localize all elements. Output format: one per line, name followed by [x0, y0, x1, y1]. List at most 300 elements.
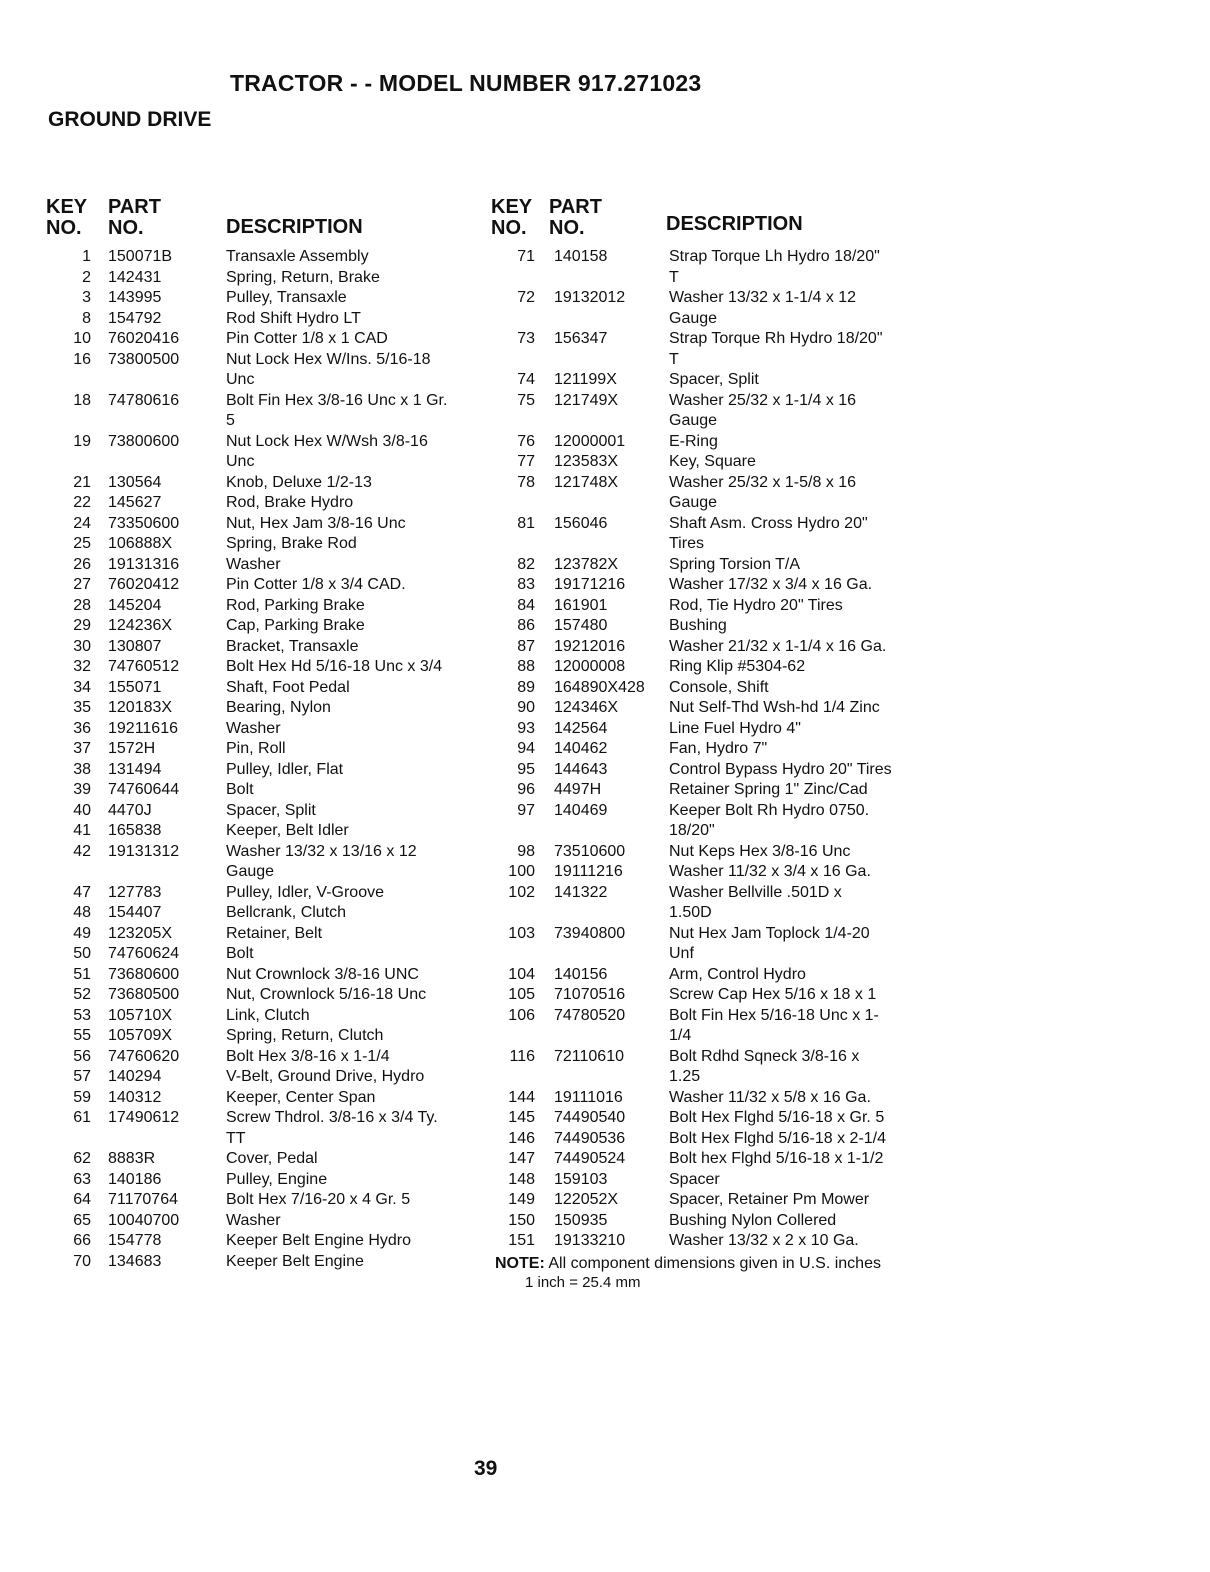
key-number: 29 [73, 617, 91, 634]
part-description: Washer Bellville .501D x 1.50D [669, 883, 842, 921]
part-description: Washer 13/32 x 2 x 10 Ga. [669, 1232, 859, 1249]
part-description: Spacer [669, 1170, 720, 1188]
part-number: 140462 [554, 740, 608, 757]
table-row [46, 883, 476, 904]
part-description: Pulley, Transaxle [226, 289, 347, 306]
part-number: 159103 [554, 1170, 608, 1188]
part-number: 19111216 [554, 863, 623, 880]
key-number: 75 [517, 391, 535, 409]
part-number: 73350600 [108, 514, 180, 532]
key-number: 89 [517, 678, 535, 696]
table-row [487, 637, 917, 658]
part-number: 155071 [108, 678, 162, 696]
table-row [46, 719, 476, 740]
part-description: Bolt Hex Flghd 5/16-18 x Gr. 5 [669, 1109, 885, 1126]
part-number: 74760644 [108, 781, 180, 798]
part-number: 142431 [108, 268, 162, 286]
table-row [487, 1190, 917, 1211]
key-number: 34 [73, 678, 91, 696]
part-number: 145204 [108, 596, 162, 614]
part-description: Keeper, Belt Idler [226, 822, 349, 839]
part-description: Retainer, Belt [226, 924, 323, 942]
key-number: 51 [73, 965, 91, 983]
part-description: Bolt [226, 945, 254, 962]
part-number: 154778 [108, 1232, 162, 1249]
part-description: Washer 25/32 x 1-5/8 x 16 Gauge [669, 473, 857, 511]
part-number: 74760512 [108, 658, 180, 675]
page-title: TRACTOR - - MODEL NUMBER 917.271023 [230, 70, 702, 96]
part-number: 156046 [554, 514, 608, 532]
table-row [487, 1088, 917, 1109]
key-number: 103 [508, 924, 535, 942]
part-description: Spacer, Split [226, 801, 316, 819]
part-number: 150935 [554, 1211, 608, 1229]
key-number: 78 [517, 473, 535, 491]
table-row [46, 1108, 476, 1149]
key-number: 96 [517, 781, 535, 798]
table-row [46, 1149, 476, 1170]
key-no-header: KEY NO. [491, 196, 533, 239]
key-number: 72 [517, 289, 535, 306]
part-description: Rod Shift Hydro LT [226, 309, 361, 327]
table-row [487, 842, 917, 863]
table-row [487, 1211, 917, 1232]
key-number: 19 [73, 432, 91, 450]
part-description: Cap, Parking Brake [226, 617, 365, 634]
table-row [487, 247, 917, 288]
key-number: 1 [82, 248, 91, 265]
part-description: Washer 13/32 x 13/16 x 12 Gauge [226, 842, 417, 880]
part-number: 157480 [554, 617, 608, 634]
key-number: 18 [73, 391, 91, 409]
part-description: Bolt [226, 781, 254, 798]
table-row [46, 391, 476, 432]
part-number: 1572H [108, 740, 156, 757]
part-number: 123205X [108, 924, 173, 942]
part-description: Washer 11/32 x 3/4 x 16 Ga. [669, 863, 871, 880]
part-description: Bolt Fin Hex 3/8-16 Unc x 1 Gr. 5 [226, 391, 448, 429]
part-description: Spacer, Retainer Pm Mower [669, 1191, 870, 1208]
part-number: 73680600 [108, 965, 180, 983]
table-row [487, 575, 917, 596]
table-row [46, 842, 476, 883]
table-row [487, 883, 917, 924]
table-row [487, 370, 917, 391]
part-description: Spacer, Split [669, 371, 759, 388]
table-row [487, 862, 917, 883]
part-description: Arm, Control Hydro [669, 965, 806, 983]
key-number: 26 [73, 555, 91, 573]
key-number: 73 [517, 330, 535, 347]
part-description: Keeper Belt Engine Hydro [226, 1232, 411, 1249]
part-number: 130807 [108, 637, 162, 655]
part-number: 140186 [108, 1170, 162, 1188]
table-row [46, 1252, 476, 1273]
part-number: 143995 [108, 289, 162, 306]
part-description: Pulley, Engine [226, 1170, 328, 1188]
description-header: DESCRIPTION [666, 213, 803, 235]
part-description: Key, Square [669, 453, 756, 470]
table-row [46, 985, 476, 1006]
table-row [46, 1211, 476, 1232]
part-description: V-Belt, Ground Drive, Hydro [226, 1068, 425, 1085]
part-description: Shaft, Foot Pedal [226, 678, 350, 696]
table-row [46, 1026, 476, 1047]
part-description: Bracket, Transaxle [226, 637, 359, 655]
key-number: 38 [73, 760, 91, 778]
key-number: 63 [73, 1170, 91, 1188]
part-number: 74490524 [554, 1150, 626, 1167]
key-number: 100 [508, 863, 535, 880]
part-description: Link, Clutch [226, 1006, 310, 1024]
key-number: 98 [517, 842, 535, 860]
part-description: Fan, Hydro 7" [669, 740, 768, 757]
table-row [46, 350, 476, 391]
part-number: 19171216 [554, 576, 626, 593]
part-number: 74780520 [554, 1006, 626, 1024]
part-number: 123583X [554, 453, 619, 470]
part-number: 134683 [108, 1252, 162, 1270]
key-number: 86 [517, 617, 535, 634]
part-description: Bushing [669, 617, 727, 634]
part-description: Strap Torque Rh Hydro 18/20" T [669, 330, 883, 368]
part-description: Bolt Hex 3/8-16 x 1-1/4 [226, 1047, 390, 1065]
key-number: 25 [73, 535, 91, 552]
key-number: 36 [73, 719, 91, 737]
part-number: 154792 [108, 309, 162, 327]
key-number: 21 [73, 473, 91, 491]
part-number: 165838 [108, 822, 162, 839]
key-number: 64 [73, 1191, 91, 1208]
part-number: 105709X [108, 1027, 173, 1044]
section-title: GROUND DRIVE [48, 108, 212, 131]
part-description: Nut Lock Hex W/Ins. 5/16-18 Unc [226, 350, 431, 388]
key-number: 148 [508, 1170, 535, 1188]
table-row [46, 903, 476, 924]
part-description: E-Ring [669, 432, 718, 450]
part-number: 144643 [554, 760, 608, 778]
part-description: Bearing, Nylon [226, 699, 331, 716]
part-number: 73800600 [108, 432, 180, 450]
part-description: Shaft Asm. Cross Hydro 20" Tires [669, 514, 868, 552]
key-number: 104 [508, 965, 535, 983]
key-number: 149 [508, 1191, 535, 1208]
part-number: 74780616 [108, 391, 180, 409]
key-number: 47 [73, 883, 91, 901]
part-description: Washer [226, 555, 281, 573]
part-description: Pulley, Idler, V-Groove [226, 883, 384, 901]
table-row [487, 1149, 917, 1170]
table-row [46, 534, 476, 555]
key-number: 27 [73, 576, 91, 593]
part-description: Bushing Nylon Collered [669, 1211, 837, 1229]
table-row [46, 760, 476, 781]
part-number: 76020416 [108, 330, 180, 347]
key-number: 52 [73, 986, 91, 1003]
part-number: 12000001 [554, 432, 626, 450]
part-description: Knob, Deluxe 1/2-13 [226, 473, 372, 491]
part-description: Nut Self-Thd Wsh-hd 1/4 Zinc [669, 699, 880, 716]
key-number: 50 [73, 945, 91, 962]
part-number: 141322 [554, 883, 608, 901]
part-number: 131494 [108, 760, 162, 778]
key-number: 3 [82, 289, 91, 306]
table-row [487, 1006, 917, 1047]
part-description: Screw Cap Hex 5/16 x 18 x 1 [669, 986, 877, 1003]
part-number: 71170764 [108, 1191, 178, 1208]
part-number: 106888X [108, 535, 173, 552]
part-description: Washer [226, 1211, 281, 1229]
table-row [487, 924, 917, 965]
part-description: Rod, Tie Hydro 20" Tires [669, 596, 843, 614]
part-description: Bellcrank, Clutch [226, 904, 347, 921]
part-number: 74760620 [108, 1047, 180, 1065]
key-number: 65 [73, 1211, 91, 1229]
part-description: Spring, Return, Clutch [226, 1027, 384, 1044]
key-number: 76 [517, 432, 535, 450]
part-description: Line Fuel Hydro 4" [669, 719, 801, 737]
key-number: 88 [517, 658, 535, 675]
key-number: 102 [508, 883, 535, 901]
table-row [487, 514, 917, 555]
key-number: 32 [73, 658, 91, 675]
key-number: 84 [517, 596, 535, 614]
parts-list-right [487, 197, 917, 1252]
table-row [487, 739, 917, 760]
key-number: 97 [517, 801, 535, 819]
table-row [487, 678, 917, 699]
key-number: 106 [508, 1006, 535, 1024]
part-number: 12000008 [554, 658, 626, 675]
key-number: 82 [517, 555, 535, 573]
key-no-header: KEY NO. [46, 196, 88, 239]
table-row [46, 555, 476, 576]
part-description: Spring Torsion T/A [669, 555, 801, 573]
column-headers [46, 197, 476, 247]
part-description: Bolt Hex Hd 5/16-18 Unc x 3/4 [226, 658, 443, 675]
key-number: 94 [517, 740, 535, 757]
table-row [46, 944, 476, 965]
table-row [487, 473, 917, 514]
part-number: 145627 [108, 494, 162, 511]
table-row [46, 514, 476, 535]
part-description: Keeper Bolt Rh Hydro 0750. 18/20" [669, 801, 870, 839]
part-description: Cover, Pedal [226, 1150, 318, 1167]
part-number: 140312 [108, 1088, 162, 1106]
part-description: Spring, Return, Brake [226, 268, 380, 286]
key-number: 116 [509, 1047, 535, 1065]
table-row [46, 493, 476, 514]
table-row [46, 698, 476, 719]
table-row [46, 657, 476, 678]
part-number: 71070516 [554, 986, 626, 1003]
part-number: 4497H [554, 781, 602, 798]
table-row [487, 1108, 917, 1129]
part-number: 73510600 [554, 842, 626, 860]
part-description: Spring, Brake Rod [226, 535, 357, 552]
key-number: 150 [508, 1211, 535, 1229]
part-number: 19211616 [108, 719, 178, 737]
table-row [46, 637, 476, 658]
key-number: 93 [517, 719, 535, 737]
part-description: Pin, Roll [226, 740, 286, 757]
part-number: 73680500 [108, 986, 180, 1003]
table-row [46, 924, 476, 945]
part-description: Ring Klip #5304-62 [669, 658, 806, 675]
key-number: 42 [73, 842, 91, 860]
key-number: 81 [517, 514, 535, 532]
part-number: 140469 [554, 801, 608, 819]
table-row [46, 432, 476, 473]
part-number: 10040700 [108, 1211, 180, 1229]
table-row [487, 760, 917, 781]
key-number: 37 [73, 740, 91, 757]
key-number: 57 [73, 1068, 91, 1085]
table-row [487, 719, 917, 740]
part-number: 142564 [554, 719, 608, 737]
part-description: Washer 17/32 x 3/4 x 16 Ga. [669, 576, 873, 593]
part-number: 121748X [554, 473, 619, 491]
part-description: Bolt Rdhd Sqneck 3/8-16 x 1.25 [669, 1047, 860, 1085]
part-description: Washer 21/32 x 1-1/4 x 16 Ga. [669, 637, 887, 655]
key-number: 39 [73, 781, 91, 798]
key-number: 146 [508, 1129, 535, 1147]
part-description: Strap Torque Lh Hydro 18/20" T [669, 248, 880, 286]
table-row [487, 432, 917, 453]
table-row [487, 801, 917, 842]
part-number: 121199X [554, 371, 617, 388]
table-row [487, 965, 917, 986]
part-description: Bolt hex Flghd 5/16-18 x 1-1/2 [669, 1150, 884, 1167]
table-row [46, 1088, 476, 1109]
table-row [487, 452, 917, 473]
part-description: Nut, Crownlock 5/16-18 Unc [226, 986, 427, 1003]
part-number: 127783 [108, 883, 162, 901]
part-description: Keeper Belt Engine [226, 1252, 364, 1270]
part-number: 121749X [554, 391, 619, 409]
table-row [487, 391, 917, 432]
key-number: 35 [73, 699, 91, 716]
key-number: 105 [508, 986, 535, 1003]
key-number: 151 [508, 1232, 535, 1249]
key-number: 70 [73, 1252, 91, 1270]
part-description: Nut Lock Hex W/Wsh 3/8-16 Unc [226, 432, 428, 470]
parts-table-left [46, 247, 476, 1272]
part-number: 4470J [108, 801, 152, 819]
part-description: Washer [226, 719, 281, 737]
part-description: Transaxle Assembly [226, 248, 369, 265]
unit-conversion: 1 inch = 25.4 mm [525, 1274, 641, 1291]
part-number: 19133210 [554, 1232, 626, 1249]
note-label: NOTE: [495, 1255, 545, 1272]
part-description: Control Bypass Hydro 20" Tires [669, 760, 892, 778]
key-number: 59 [73, 1088, 91, 1106]
table-row [46, 575, 476, 596]
table-row [46, 473, 476, 494]
part-description: Pulley, Idler, Flat [226, 760, 344, 778]
key-number: 144 [508, 1088, 535, 1106]
key-number: 95 [517, 760, 535, 778]
note-text: All component dimensions given in U.S. inches [544, 1255, 881, 1272]
key-number: 16 [73, 350, 91, 368]
table-row [487, 1170, 917, 1191]
table-row [46, 1047, 476, 1068]
part-description: Pin Cotter 1/8 x 1 CAD [226, 330, 388, 347]
table-row [46, 1231, 476, 1252]
part-description: Rod, Parking Brake [226, 596, 365, 614]
key-number: 56 [73, 1047, 91, 1065]
table-row [46, 1067, 476, 1088]
part-description: Rod, Brake Hydro [226, 494, 354, 511]
part-number: 19131316 [108, 555, 180, 573]
part-no-header: PART NO. [108, 196, 161, 239]
part-description: Retainer Spring 1" Zinc/Cad [669, 781, 868, 798]
key-number: 55 [73, 1027, 91, 1044]
table-row [46, 1006, 476, 1027]
part-number: 120183X [108, 699, 173, 716]
key-number: 61 [73, 1109, 91, 1126]
table-row [487, 555, 917, 576]
key-number: 74 [517, 371, 535, 388]
part-number: 105710X [108, 1006, 173, 1024]
part-description: Washer 13/32 x 1-1/4 x 12 Gauge [669, 289, 857, 327]
key-number: 62 [73, 1150, 91, 1167]
key-number: 22 [73, 494, 91, 511]
part-number: 164890X428 [554, 678, 645, 696]
parts-table-right [487, 247, 917, 1252]
parts-list-left [46, 197, 476, 1272]
part-description: Screw Thdrol. 3/8-16 x 3/4 Ty. TT [226, 1109, 438, 1147]
part-number: 140156 [554, 965, 608, 983]
part-number: 74760624 [108, 945, 180, 962]
part-number: 124236X [108, 617, 173, 634]
part-description: Bolt Hex 7/16-20 x 4 Gr. 5 [226, 1191, 411, 1208]
key-number: 83 [517, 576, 535, 593]
part-description: Washer 25/32 x 1-1/4 x 16 Gauge [669, 391, 857, 429]
part-number: 72110610 [554, 1047, 624, 1065]
part-number: 19212016 [554, 637, 626, 655]
part-number: 19131312 [108, 842, 180, 860]
table-row [487, 780, 917, 801]
part-number: 130564 [108, 473, 162, 491]
table-row [46, 309, 476, 330]
part-number: 17490612 [108, 1109, 180, 1126]
key-number: 145 [508, 1109, 535, 1126]
key-number: 147 [508, 1150, 535, 1167]
part-number: 150071B [108, 248, 173, 265]
key-number: 40 [73, 801, 91, 819]
part-number: 8883R [108, 1150, 156, 1167]
table-row [487, 1047, 917, 1088]
table-row [487, 596, 917, 617]
part-description: Console, Shift [669, 678, 769, 696]
part-number: 123782X [554, 555, 619, 573]
part-no-header: PART NO. [549, 196, 602, 239]
part-description: Nut Crownlock 3/8-16 UNC [226, 965, 419, 983]
table-row [487, 1231, 917, 1252]
key-number: 53 [73, 1006, 91, 1024]
part-number: 73940800 [554, 924, 626, 942]
key-number: 87 [517, 637, 535, 655]
key-number: 90 [517, 699, 535, 716]
key-number: 30 [73, 637, 91, 655]
table-row [487, 1129, 917, 1150]
part-number: 122052X [554, 1191, 619, 1208]
table-row [487, 657, 917, 678]
table-row [46, 268, 476, 289]
part-description: Pin Cotter 1/8 x 3/4 CAD. [226, 576, 406, 593]
part-description: Nut, Hex Jam 3/8-16 Unc [226, 514, 406, 532]
